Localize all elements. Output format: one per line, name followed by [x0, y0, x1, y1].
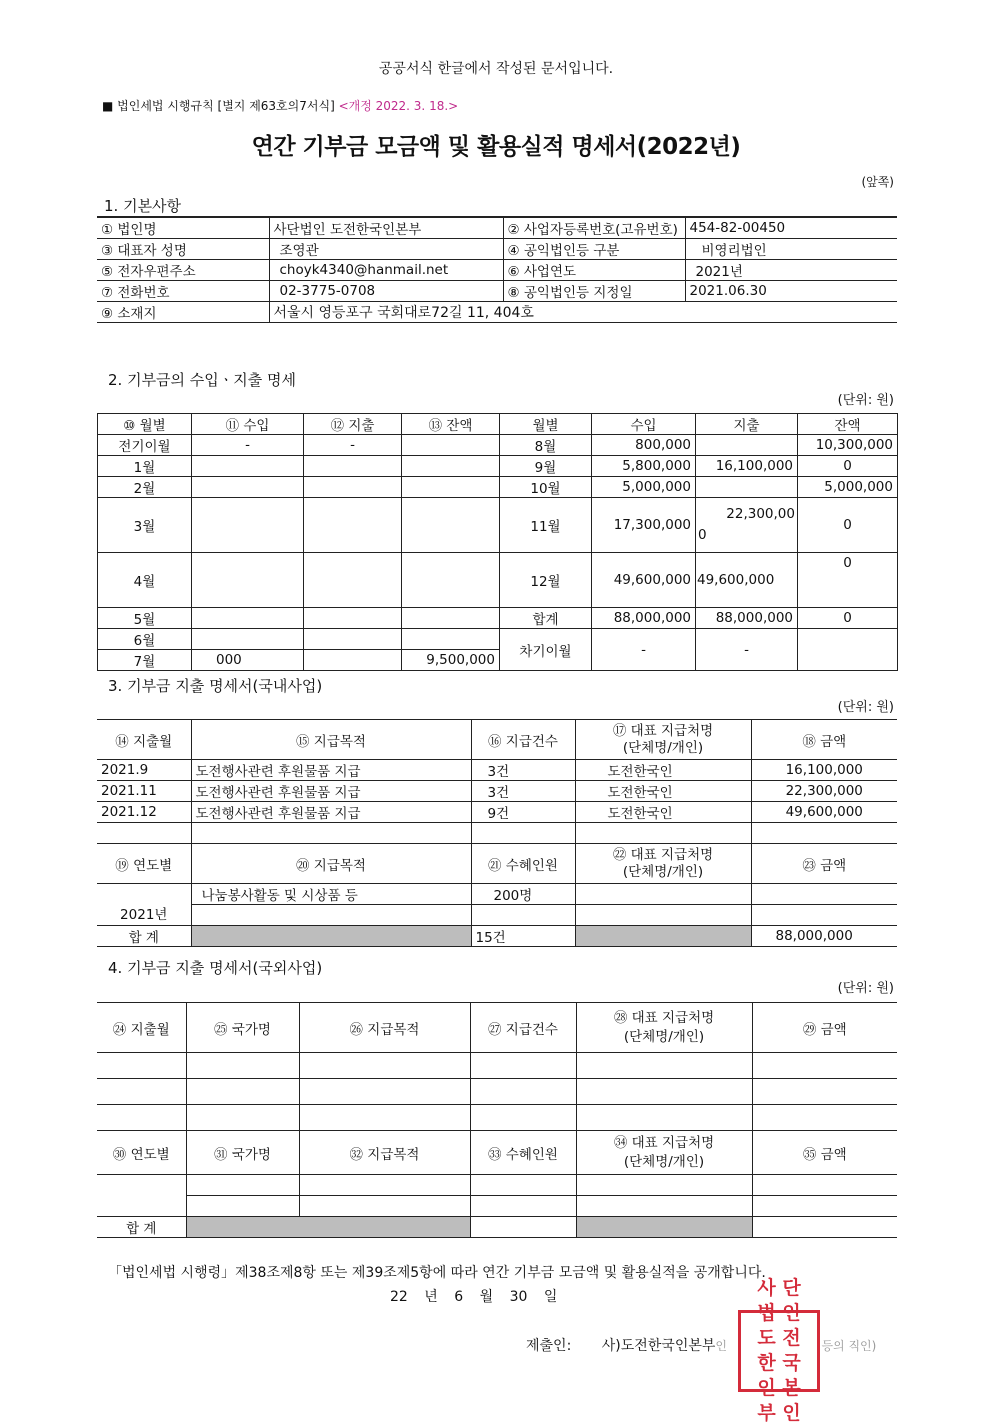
cell-empty [191, 823, 471, 844]
unit-label: (단위: 원) [837, 700, 894, 715]
cell-expense-2-line2: 0 [698, 527, 707, 543]
cell-empty [576, 1105, 752, 1131]
table-row [97, 1079, 897, 1105]
cell-count: 9건 [471, 802, 575, 823]
seal-char: 전 [782, 1327, 801, 1349]
section4-title: 4. 기부금 지출 명세서(국외사업) [108, 959, 323, 977]
header-purpose: ㉖ 지급목적 [299, 1003, 470, 1053]
cell-balance [402, 456, 500, 477]
table-row [97, 823, 897, 844]
cell-empty [575, 884, 751, 905]
table-row [98, 629, 898, 650]
header-count: ㉗ 지급건수 [470, 1003, 576, 1053]
cell-month: 4월 [98, 553, 192, 608]
seal-char: 인 [757, 1377, 776, 1399]
cell-empty [751, 823, 897, 844]
cell-month: 6월 [98, 629, 192, 650]
cell-expense-2: 16,100,000 [696, 456, 798, 477]
value-business-number: 454-82-00450 [685, 217, 897, 239]
cell-empty [299, 1079, 470, 1105]
cell-month-2: 11월 [500, 498, 592, 553]
cell-count: 3건 [471, 781, 575, 802]
official-seal-stamp [738, 1277, 820, 1424]
cell-empty [471, 905, 575, 926]
header-purpose-b: ⑳ 지급목적 [191, 844, 471, 884]
cell-month-2: 8월 [500, 435, 592, 456]
cell-amount: 49,600,000 [751, 802, 897, 823]
table-row [98, 477, 898, 498]
cell-income [192, 498, 304, 553]
cell-count: 3건 [471, 760, 575, 781]
cell-month-2: 9월 [500, 456, 592, 477]
header-purpose-b: ㉜ 지급목적 [299, 1131, 470, 1175]
cell-empty [752, 1217, 897, 1238]
cell-income-2: 800,000 [592, 435, 696, 456]
cell-balance [402, 629, 500, 650]
table-row [97, 217, 897, 239]
cell-empty [97, 1175, 186, 1217]
cell-empty [470, 1079, 576, 1105]
unit-label: (단위: 원) [837, 393, 894, 408]
value-phone: 02-3775-0708 [269, 281, 503, 302]
cell-recipient: 도전한국인 [575, 781, 751, 802]
cell-purpose: 도전행사관련 후원물품 지급 [191, 781, 471, 802]
cell-month: 5월 [98, 608, 192, 629]
unit-label: (단위: 원) [837, 981, 894, 996]
cell-empty [470, 1053, 576, 1079]
header-recipient-b-line2: (단체명/개인) [623, 1153, 705, 1170]
table-row [98, 498, 898, 553]
section2-title: 2. 기부금의 수입ㆍ지출 명세 [108, 371, 297, 389]
cell-income [192, 456, 304, 477]
table-row [97, 1105, 897, 1131]
form-reference-main: ■ 법인세법 시행규칙 [별지 제63호의7서식] [102, 99, 335, 113]
cell-empty [575, 823, 751, 844]
table-row [97, 802, 897, 823]
cell-expense: - [304, 435, 402, 456]
cell-expense-2 [696, 435, 798, 456]
seal-char: 부 [757, 1402, 776, 1424]
header-country: ㉕ 국가명 [186, 1003, 299, 1053]
cell-total-label: 합계 [500, 608, 592, 629]
cell-purpose-b: 나눔봉사활동 및 시상품 등 [191, 884, 471, 905]
cell-balance [402, 608, 500, 629]
seal-char: 한 [757, 1352, 776, 1374]
label-fiscal-year: ⑥ 사업연도 [503, 260, 685, 281]
cell-month: 2021.11 [97, 781, 191, 802]
table-row [97, 905, 897, 926]
cell-empty [470, 1217, 576, 1238]
cell-empty [299, 1196, 470, 1217]
cell-balance-2: 5,000,000 [798, 477, 898, 498]
cell-empty [576, 1053, 752, 1079]
cell-balance-2: 0 [798, 553, 898, 608]
header-recipient-b [575, 844, 751, 884]
header-recipient-line2: (단체명/개인) [622, 739, 704, 756]
label-public-type: ④ 공익법인등 구분 [503, 239, 685, 260]
cell-month-2: 10월 [500, 477, 592, 498]
value-fiscal-year: 2021년 [685, 260, 897, 281]
table-row [97, 281, 897, 302]
cell-income: 000 [192, 650, 304, 671]
value-designation-date: 2021.06.30 [685, 281, 897, 302]
cell-month: 7월 [98, 650, 192, 671]
header-recipient [575, 720, 751, 760]
date-year: 22 [390, 1289, 408, 1305]
cell-shaded [191, 926, 471, 947]
seal-char: 단 [782, 1277, 801, 1299]
cell-total-expense: 88,000,000 [696, 608, 798, 629]
label-designation-date: ⑧ 공익법인등 지정일 [503, 281, 685, 302]
domestic-expense-table [97, 719, 897, 947]
cell-recipient: 도전한국인 [575, 760, 751, 781]
table-total-row [97, 1217, 897, 1238]
header-recipient-b-line2: (단체명/개인) [622, 863, 704, 880]
cell-carry-balance [798, 629, 898, 671]
seal-char: 본 [782, 1377, 801, 1399]
table-row [98, 553, 898, 608]
table-row [98, 608, 898, 629]
section3-title: 3. 기부금 지출 명세서(국내사업) [108, 677, 323, 695]
header-recipient-b [576, 1131, 752, 1175]
cell-total-balance: 0 [798, 608, 898, 629]
table-row [97, 884, 897, 905]
cell-month: 1월 [98, 456, 192, 477]
cell-balance [402, 553, 500, 608]
cell-income: - [192, 435, 304, 456]
cell-shaded [186, 1217, 470, 1238]
table-row [98, 435, 898, 456]
cell-carry-expense: - [696, 629, 798, 671]
cell-shaded [576, 1217, 752, 1238]
label-email: ⑤ 전자우편주소 [97, 260, 269, 281]
date-year-unit: 년 [424, 1289, 438, 1305]
seal-char: 국 [782, 1352, 801, 1374]
table-row [97, 302, 897, 323]
overseas-expense-table [97, 1002, 897, 1238]
cell-balance-2: 10,300,000 [798, 435, 898, 456]
cell-balance [402, 498, 500, 553]
table-header-row [98, 414, 898, 435]
date-day: 30 [509, 1289, 528, 1305]
cell-balance [402, 477, 500, 498]
submission-date [390, 1286, 557, 1306]
seal-char: 인 [782, 1402, 801, 1424]
table-row [97, 760, 897, 781]
cell-balance [402, 435, 500, 456]
seal-char: 도 [757, 1327, 776, 1349]
value-corp-name: 사단법인 도전한국인본부 [269, 217, 503, 239]
header-year: ㉚ 연도별 [97, 1131, 186, 1175]
cell-expense [304, 477, 402, 498]
cell-empty [186, 1053, 299, 1079]
table-header-row [97, 720, 897, 760]
submitter [526, 1335, 876, 1355]
cell-empty [299, 1175, 470, 1196]
header-month-2: 월별 [500, 414, 592, 435]
header-expense-2: 지출 [696, 414, 798, 435]
cell-recipients: 200명 [471, 884, 575, 905]
cell-balance-2: 0 [798, 456, 898, 477]
table-header-row [97, 844, 897, 884]
header-amount-b: ㉓ 금액 [751, 844, 897, 884]
value-address: 서울시 영등포구 국회대로72길 11, 404호 [269, 302, 897, 323]
cell-empty [186, 1196, 299, 1217]
cell-income-2: 49,600,000 [592, 553, 696, 608]
cell-empty [470, 1105, 576, 1131]
cell-balance: 9,500,000 [402, 650, 500, 671]
header-expense-month: ㉔ 지출월 [97, 1003, 186, 1053]
cell-month: 3월 [98, 498, 192, 553]
cell-empty [97, 1105, 186, 1131]
header-year: ⑲ 연도별 [97, 844, 191, 884]
header-income-2: 수입 [592, 414, 696, 435]
header-recipients: ㉑ 수혜인원 [471, 844, 575, 884]
cell-amount: 16,100,000 [751, 760, 897, 781]
header-amount-b: ㉟ 금액 [752, 1131, 897, 1175]
cell-income-2: 17,300,000 [592, 498, 696, 553]
value-representative: 조영관 [269, 239, 503, 260]
cell-expense [304, 456, 402, 477]
table-row [97, 1196, 897, 1217]
header-amount: ⑱ 금액 [751, 720, 897, 760]
header-expense: ⑫ 지출 [304, 414, 402, 435]
date-day-unit: 일 [543, 1289, 558, 1305]
cell-month: 2021.12 [97, 802, 191, 823]
header-recipient-line1: ㉘ 대표 지급처명 [613, 1009, 715, 1026]
cell-expense-2 [696, 498, 798, 553]
value-email: choyk4340@hanmail.net [269, 260, 503, 281]
header-recipient-b-line1: ㉞ 대표 지급처명 [613, 1134, 715, 1151]
submitter-role-prefix: 인 [715, 1339, 727, 1353]
date-month: 6 [454, 1289, 464, 1305]
header-recipient-line2: (단체명/개인) [623, 1028, 705, 1045]
cell-month: 2021.9 [97, 760, 191, 781]
cell-expense [304, 498, 402, 553]
header-recipients: ㉝ 수혜인원 [470, 1131, 576, 1175]
cell-empty [752, 1105, 897, 1131]
cell-expense [304, 553, 402, 608]
cell-empty [576, 1196, 752, 1217]
cell-empty [97, 1079, 186, 1105]
document-title: 연간 기부금 모금액 및 활용실적 명세서(2022년) [251, 134, 741, 160]
header-recipient-line1: ⑰ 대표 지급처명 [612, 722, 714, 739]
cell-empty [186, 1175, 299, 1196]
header-country-b: ㉛ 국가명 [186, 1131, 299, 1175]
cell-income-2: 5,000,000 [592, 477, 696, 498]
header-balance-2: 잔액 [798, 414, 898, 435]
label-business-number: ② 사업자등록번호(고유번호) [503, 217, 685, 239]
cell-empty [299, 1053, 470, 1079]
header-expense-month: ⑭ 지출월 [97, 720, 191, 760]
cell-empty [751, 905, 897, 926]
table-header-row [97, 1131, 897, 1175]
cell-total-amount: 88,000,000 [751, 926, 897, 947]
cell-purpose: 도전행사관련 후원물품 지급 [191, 760, 471, 781]
cell-month-2: 12월 [500, 553, 592, 608]
cell-purpose: 도전행사관련 후원물품 지급 [191, 802, 471, 823]
cell-shaded [575, 926, 751, 947]
label-representative: ③ 대표자 성명 [97, 239, 269, 260]
header-income: ⑪ 수입 [192, 414, 304, 435]
header-purpose: ⑮ 지급목적 [191, 720, 471, 760]
cell-expense-2-line1: 22,300,00 [726, 506, 795, 522]
seal-char: 인 [782, 1302, 801, 1324]
cell-income [192, 477, 304, 498]
cell-empty [470, 1175, 576, 1196]
cell-year: 2021년 [97, 884, 191, 926]
cell-total-label: 합 계 [97, 926, 191, 947]
page-side-label: (앞쪽) [861, 175, 894, 189]
cell-recipient: 도전한국인 [575, 802, 751, 823]
cell-empty [191, 905, 471, 926]
cell-amount: 22,300,000 [751, 781, 897, 802]
cell-income [192, 553, 304, 608]
submitter-role-suffix: 등의 직인) [821, 1339, 877, 1353]
cell-total-count: 15건 [471, 926, 575, 947]
header-amount: ㉙ 금액 [752, 1003, 897, 1053]
table-row [97, 239, 897, 260]
cell-balance-2: 0 [798, 498, 898, 553]
header-balance: ⑬ 잔액 [402, 414, 500, 435]
label-address: ⑨ 소재지 [97, 302, 269, 323]
cell-empty [470, 1196, 576, 1217]
cell-empty [576, 1175, 752, 1196]
label-phone: ⑦ 전화번호 [97, 281, 269, 302]
table-row [97, 260, 897, 281]
cell-expense-2: 49,600,000 [696, 553, 798, 608]
header-recipient-b-line1: ㉒ 대표 지급처명 [612, 846, 714, 863]
cell-expense [304, 629, 402, 650]
label-corp-name: ① 법인명 [97, 217, 269, 239]
cell-empty [576, 1079, 752, 1105]
section1-title: 1. 기본사항 [104, 197, 182, 215]
cell-empty [752, 1175, 897, 1196]
cell-income-2: 5,800,000 [592, 456, 696, 477]
declaration-text: 「법인세법 시행령」제38조제8항 또는 제39조제5항에 따라 연간 기부금 모금액 및 활용실적을 공개합니다. [108, 1265, 766, 1281]
table-row [97, 781, 897, 802]
cell-empty [575, 905, 751, 926]
header-count: ⑯ 지급건수 [471, 720, 575, 760]
table-total-row [97, 926, 897, 947]
cell-month: 2월 [98, 477, 192, 498]
cell-total-income: 88,000,000 [592, 608, 696, 629]
table-row [97, 1053, 897, 1079]
income-expense-table [97, 413, 898, 671]
seal-char: 사 [757, 1277, 776, 1299]
cell-month: 전기이월 [98, 435, 192, 456]
cell-carry-income: - [592, 629, 696, 671]
cell-expense-2 [696, 477, 798, 498]
table-row [97, 1175, 897, 1196]
value-public-type: 비영리법인 [685, 239, 897, 260]
submitter-label: 제출인: [526, 1338, 572, 1354]
cell-carry-forward-label: 차기이월 [500, 629, 592, 671]
cell-empty [751, 884, 897, 905]
cell-empty [186, 1079, 299, 1105]
cell-income [192, 629, 304, 650]
cell-empty [299, 1105, 470, 1131]
header-month: ⑩ 월별 [98, 414, 192, 435]
cell-income [192, 608, 304, 629]
date-month-unit: 월 [479, 1289, 494, 1305]
cell-expense [304, 608, 402, 629]
cell-empty [752, 1079, 897, 1105]
form-reference [102, 97, 458, 114]
cell-empty [97, 1053, 186, 1079]
basic-info-table [97, 216, 897, 323]
cell-empty [752, 1196, 897, 1217]
submitter-name: 사)도전한국인본부 [601, 1338, 716, 1354]
cell-empty [97, 823, 191, 844]
cell-empty [471, 823, 575, 844]
seal-char: 법 [757, 1302, 776, 1324]
cell-empty [752, 1053, 897, 1079]
cell-expense [304, 650, 402, 671]
cell-empty [186, 1105, 299, 1131]
form-revision: <개정 2022. 3. 18.> [338, 99, 459, 113]
header-recipient [576, 1003, 752, 1053]
table-header-row [97, 1003, 897, 1053]
table-row [98, 456, 898, 477]
cell-total-label: 합 계 [97, 1217, 186, 1238]
hwp-notice: 공공서식 한글에서 작성된 문서입니다. [378, 61, 614, 77]
